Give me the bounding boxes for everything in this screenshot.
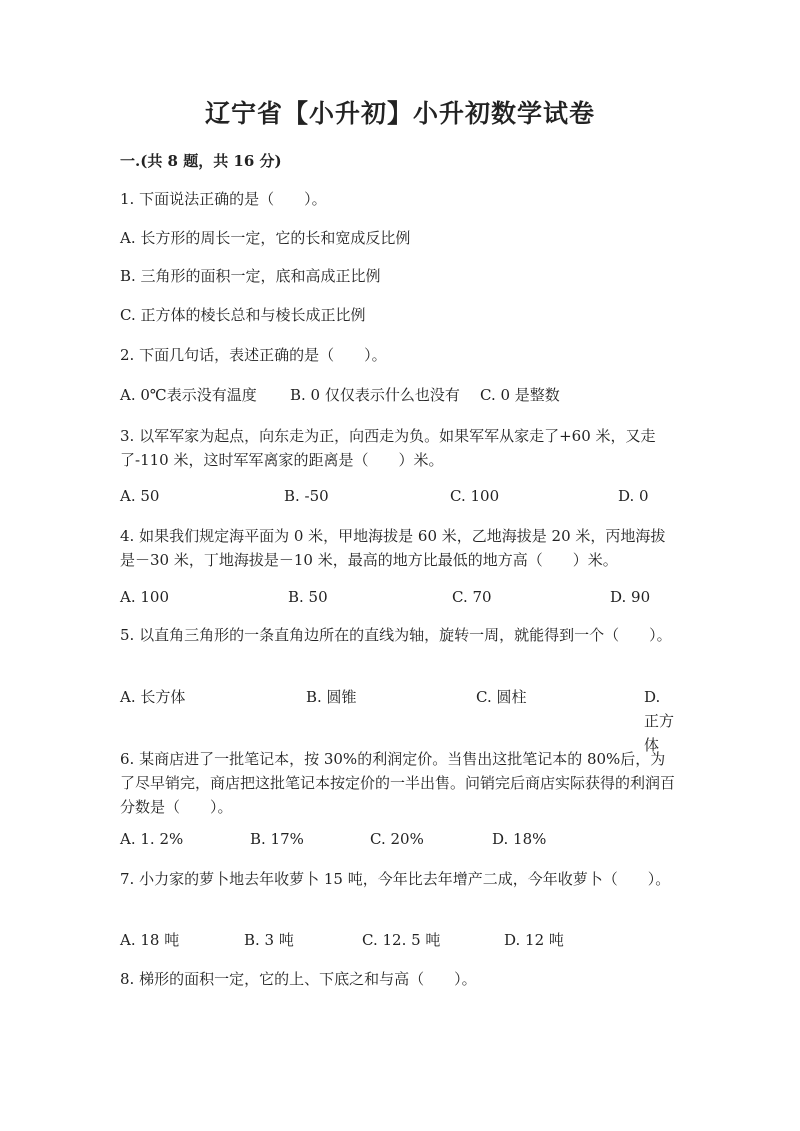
question-5-option-d: D. 正方体 [644,688,675,754]
question-2-option-a: A. 0℃表示没有温度 [120,386,257,404]
question-1-option-c: C. 正方体的棱长总和与棱长成正比例 [120,306,366,324]
question-7-option-c: C. 12. 5 吨 [362,931,441,949]
question-4-option-a: A. 100 [120,588,169,606]
question-2-option-c: C. 0 是整数 [480,386,560,404]
question-7-option-d: D. 12 吨 [504,931,564,949]
question-6-option-c: C. 20% [370,830,424,848]
section-heading: 一.(共 8 题，共 16 分) [120,152,282,170]
question-3-stem: 3. 以军军家为起点，向东走为正，向西走为负。如果军军从家走了+60 米，又走了-110 米，这时军军离家的距离是（ ）米。 [120,427,656,469]
question-7-options [120,928,680,952]
question-2-stem: 2. 下面几句话，表述正确的是（ ）。 [120,346,387,364]
question-7-stem: 7. 小力家的萝卜地去年收萝卜 15 吨，今年比去年增产二成，今年收萝卜（ ）。 [120,870,671,888]
question-5-stem: 5. 以直角三角形的一条直角边所在的直线为轴，旋转一周，就能得到一个（ ）。 [120,626,672,644]
question-5-option-c: C. 圆柱 [476,688,527,706]
question-7-option-a: A. 18 吨 [120,931,180,949]
question-5-option-b: B. 圆锥 [306,688,357,706]
question-4-option-d: D. 90 [610,588,651,606]
question-3-option-b: B. -50 [284,487,329,505]
question-4-option-b: B. 50 [288,588,328,606]
question-6-option-d: D. 18% [492,830,547,848]
question-6-stem: 6. 某商店进了一批笔记本，按 30%的利润定价。当售出这批笔记本的 80%后，为了尽早销完，商店把这批笔记本按定价的一半出售。问销完后商店实际获得的利润百分数是（ ）。 [120,750,676,816]
question-3-option-a: A. 50 [120,487,160,505]
question-6-option-b: B. 17% [250,830,304,848]
question-1-option-b: B. 三角形的面积一定，底和高成正比例 [120,267,381,285]
question-5-options [120,685,680,754]
question-4-option-c: C. 70 [452,588,492,606]
question-4-options [120,585,680,609]
question-3-option-d: D. 0 [618,487,649,505]
page-title: 辽宁省【小升初】小升初数学试卷 [204,99,595,128]
question-5-option-a: A. 长方体 [120,688,186,706]
question-2-options [120,383,680,407]
question-1-stem: 1. 下面说法正确的是（ ）。 [120,190,327,208]
question-1-option-a: A. 长方形的周长一定，它的长和宽成反比例 [120,229,411,247]
question-6-option-a: A. 1. 2% [120,830,184,848]
question-8-stem: 8. 梯形的面积一定，它的上、下底之和与高（ ）。 [120,970,477,988]
question-4-stem: 4. 如果我们规定海平面为 0 米，甲地海拔是 60 米，乙地海拔是 20 米，丙地海拔是－30 米，丁地海拔是－10 米，最高的地方比最低的地方高（ ）米。 [120,527,666,569]
question-2-option-b: B. 0 仅仅表示什么也没有 [290,386,460,404]
question-6-options [120,827,680,851]
question-3-option-c: C. 100 [450,487,500,505]
question-3-options [120,484,680,508]
question-7-option-b: B. 3 吨 [244,931,294,949]
